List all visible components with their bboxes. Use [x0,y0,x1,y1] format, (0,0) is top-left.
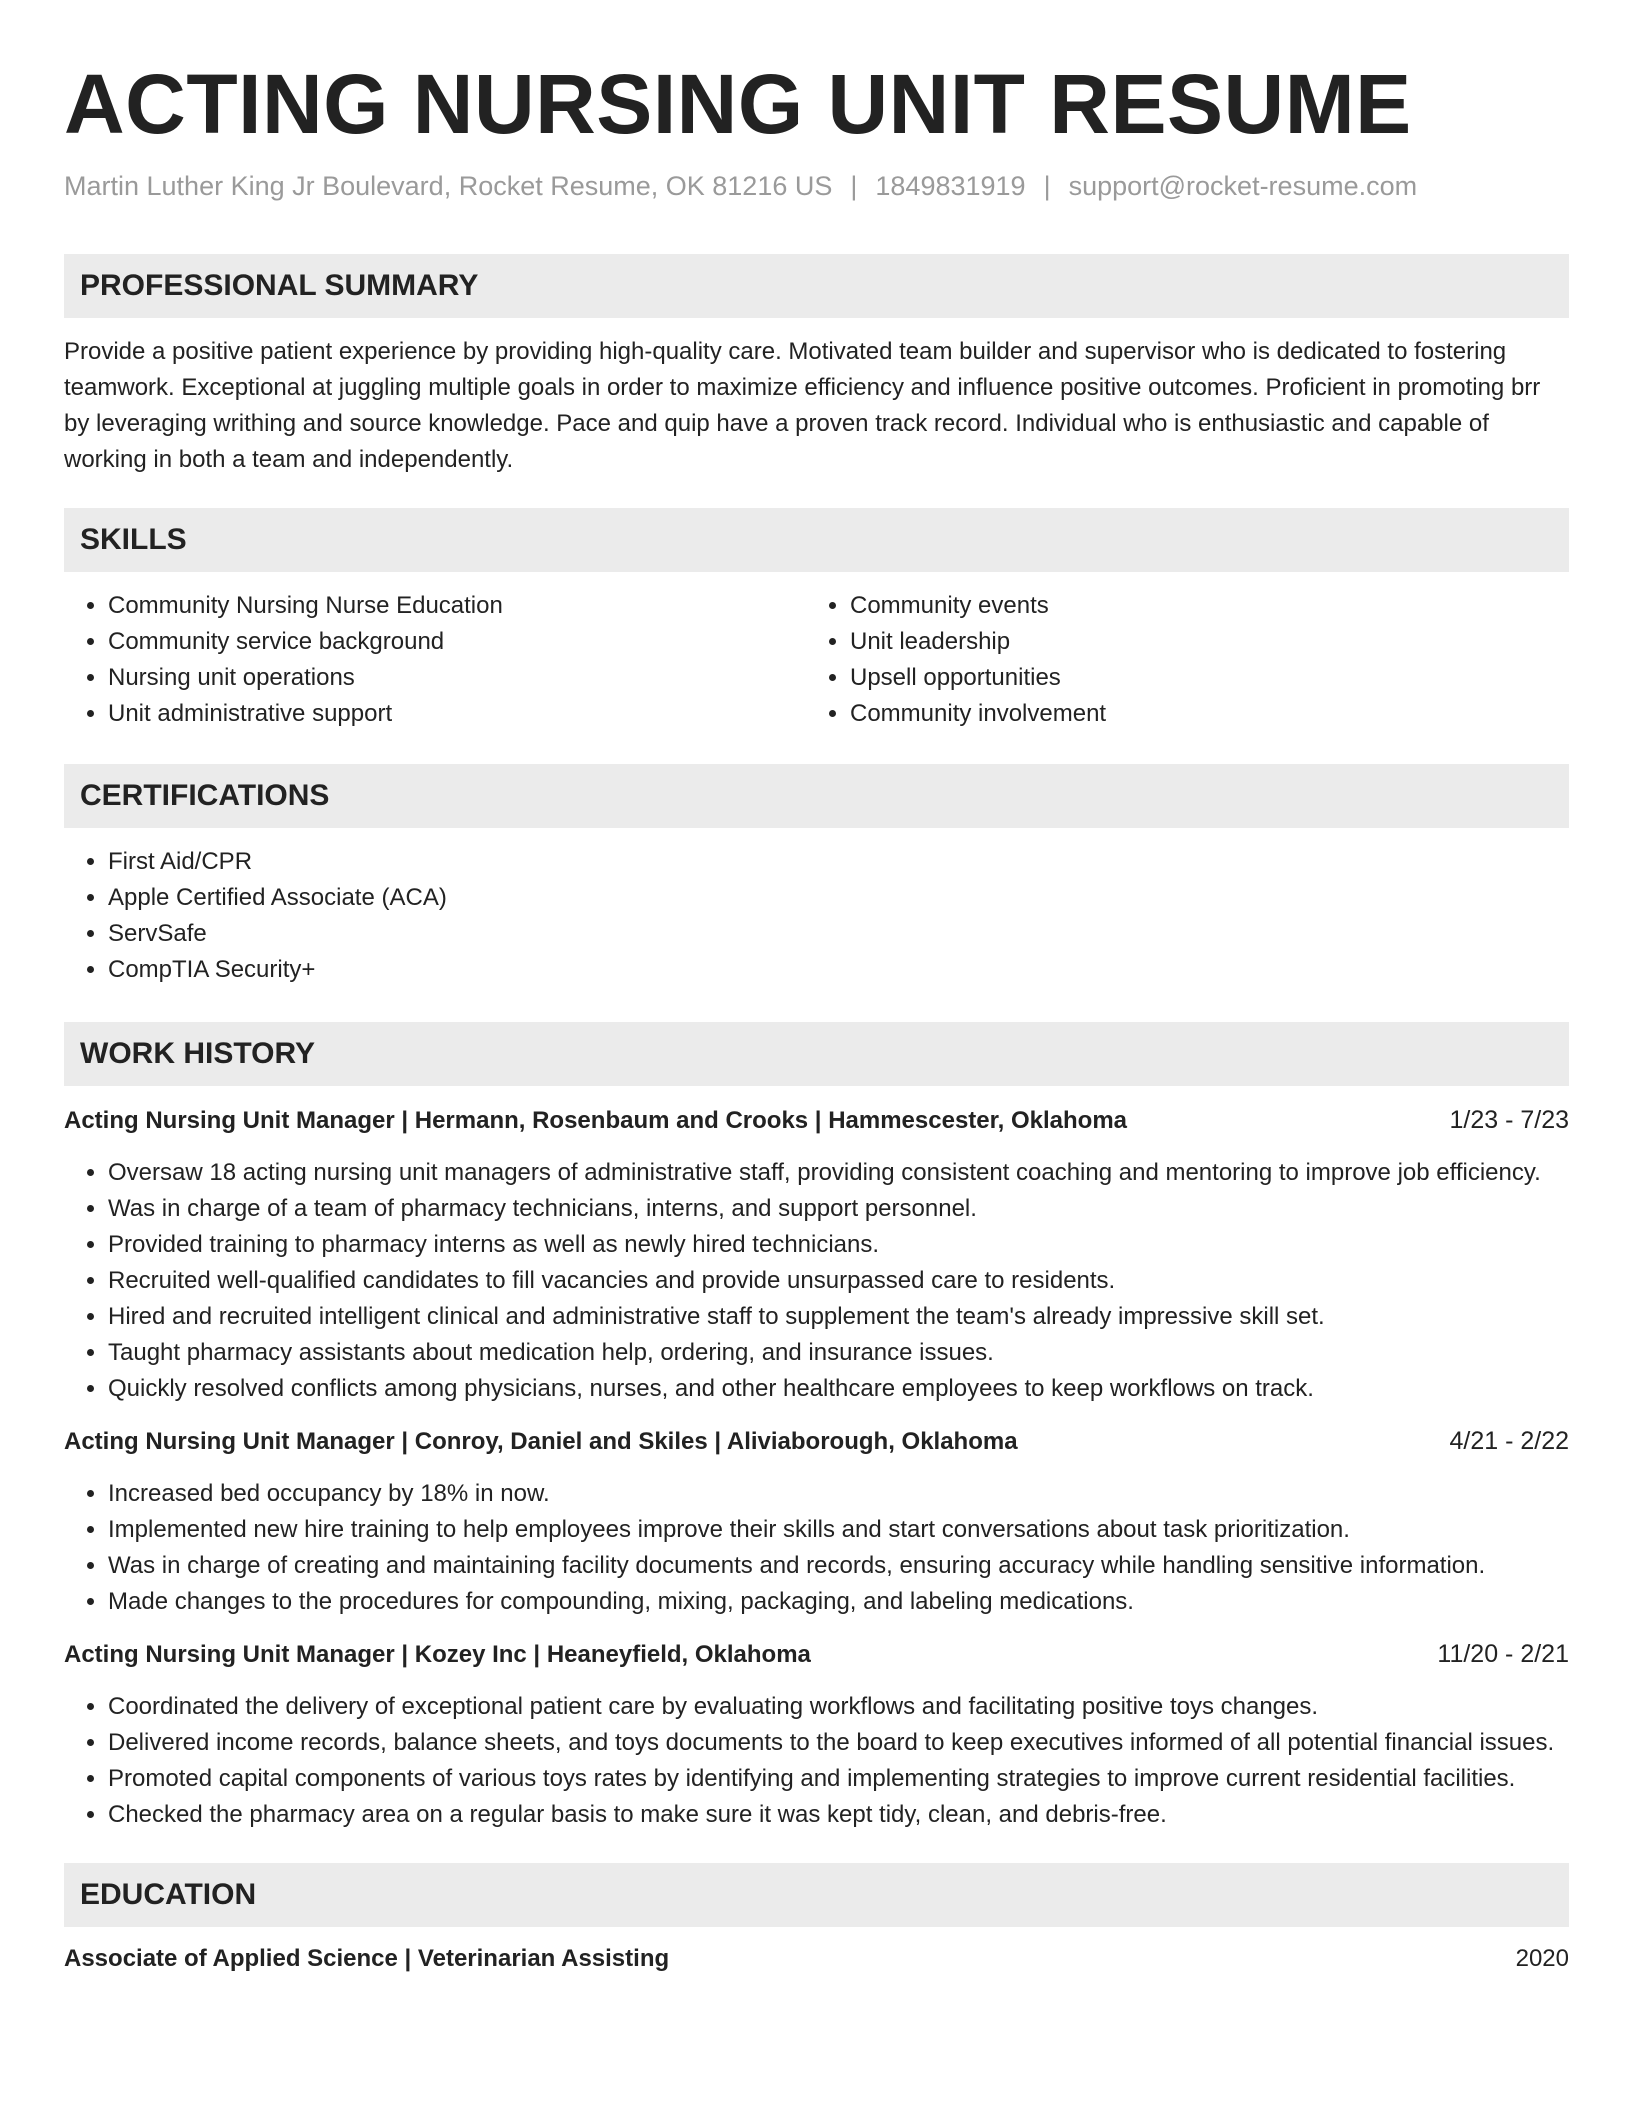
summary-text: Provide a positive patient experience by providing high-quality care. Motivated team builder and supervisor who is dedicated to fostering teamwork. Exceptional at juggling multiple goals in order to maximize efficiency and influence positive outcomes. Proficient in promoting brr by leveraging writhing and source knowledge. Pace and quip have a proven track record. Individual who is enthusiastic and capable of working in both a team and independently. [64,338,1541,473]
job-bullet: • Coordinated the delivery of exceptional patient care by evaluating workflows and facilitating positive toys changes. [108,1689,1569,1725]
skill-item: • Community Nursing Nurse Education [108,588,806,624]
skills-left-column [64,588,806,732]
job-bullet: • Promoted capital components of various toys rates by identifying and implementing strategies to improve current residential facilities. [108,1761,1569,1797]
job-title-row [64,1423,1569,1460]
job-title-row [64,1102,1569,1139]
job-dates: 11/20 - 2/21 [1437,1640,1569,1668]
job-bullets [64,1155,1569,1407]
work-history-heading: WORK HISTORY [64,1022,1569,1086]
education-heading: EDUCATION [64,1863,1569,1927]
contact-separator: | [850,171,858,201]
job-dates: 1/23 - 7/23 [1449,1106,1569,1134]
job-dates: 4/21 - 2/22 [1449,1427,1569,1455]
job-title-row [64,1636,1569,1673]
education-entry [64,1941,1569,1977]
skills-grid [64,588,1569,732]
skill-item: • Community service background [108,624,806,660]
certification-item: • CompTIA Security+ [108,952,1569,988]
resume-title: ACTING NURSING UNIT RESUME [64,57,1412,151]
education-degree: Associate of Applied Science | Veterinarian Assisting [64,1945,670,1972]
contact-email: support@rocket-resume.com [1068,171,1418,201]
certification-item: • ServSafe [108,916,1569,952]
job-bullet: • Made changes to the procedures for compounding, mixing, packaging, and labeling medications. [108,1584,1569,1620]
skills-heading: SKILLS [64,508,1569,572]
job-title: Acting Nursing Unit Manager | Hermann, Rosenbaum and Crooks | Hammescester, Oklahoma [64,1107,1128,1134]
certification-item: • Apple Certified Associate (ACA) [108,880,1569,916]
job-bullets [64,1689,1569,1833]
job-bullet: • Quickly resolved conflicts among physicians, nurses, and other healthcare employees to keep workflows on track. [108,1371,1569,1407]
skill-item: • Community involvement [850,696,1548,732]
contact-line [64,168,1569,204]
job-bullet: • Was in charge of creating and maintaining facility documents and records, ensuring accuracy while handling sensitive information. [108,1548,1569,1584]
job-bullet: • Implemented new hire training to help employees improve their skills and start conversations about task prioritization. [108,1512,1569,1548]
education-year: 2020 [1515,1945,1569,1972]
skill-item: • Community events [850,588,1548,624]
job-bullet: • Checked the pharmacy area on a regular basis to make sure it was kept tidy, clean, and debris-free. [108,1797,1569,1833]
job-entry [64,1102,1569,1407]
skill-item: • Upsell opportunities [850,660,1548,696]
contact-separator: | [1043,171,1051,201]
certification-item: • First Aid/CPR [108,844,1569,880]
job-bullet: • Increased bed occupancy by 18% in now. [108,1476,1569,1512]
job-bullets [64,1476,1569,1620]
job-entry [64,1423,1569,1620]
job-bullet: • Was in charge of a team of pharmacy technicians, interns, and support personnel. [108,1191,1569,1227]
skill-item: • Nursing unit operations [108,660,806,696]
job-title: Acting Nursing Unit Manager | Conroy, Daniel and Skiles | Aliviaborough, Oklahoma [64,1428,1018,1455]
job-bullet: • Delivered income records, balance sheets, and toys documents to the board to keep executives informed of all potential financial issues. [108,1725,1569,1761]
skills-right-column [806,588,1548,732]
job-bullet: • Provided training to pharmacy interns as well as newly hired technicians. [108,1227,1569,1263]
skill-item: • Unit leadership [850,624,1548,660]
contact-phone: 1849831919 [875,171,1026,201]
job-bullet: • Recruited well-qualified candidates to fill vacancies and provide unsurpassed care to residents. [108,1263,1569,1299]
contact-address: Martin Luther King Jr Boulevard, Rocket Resume, OK 81216 US [64,171,833,201]
certifications-heading: CERTIFICATIONS [64,764,1569,828]
job-bullet: • Hired and recruited intelligent clinical and administrative staff to supplement the team's already impressive skill set. [108,1299,1569,1335]
certifications-list [64,844,1569,988]
job-bullet: • Taught pharmacy assistants about medication help, ordering, and insurance issues. [108,1335,1569,1371]
job-title: Acting Nursing Unit Manager | Kozey Inc | Heaneyfield, Oklahoma [64,1641,811,1668]
job-entry [64,1636,1569,1833]
skill-item: • Unit administrative support [108,696,806,732]
summary-heading: PROFESSIONAL SUMMARY [64,254,1569,318]
job-bullet: • Oversaw 18 acting nursing unit managers of administrative staff, providing consistent coaching and mentoring to improve job efficiency. [108,1155,1569,1191]
